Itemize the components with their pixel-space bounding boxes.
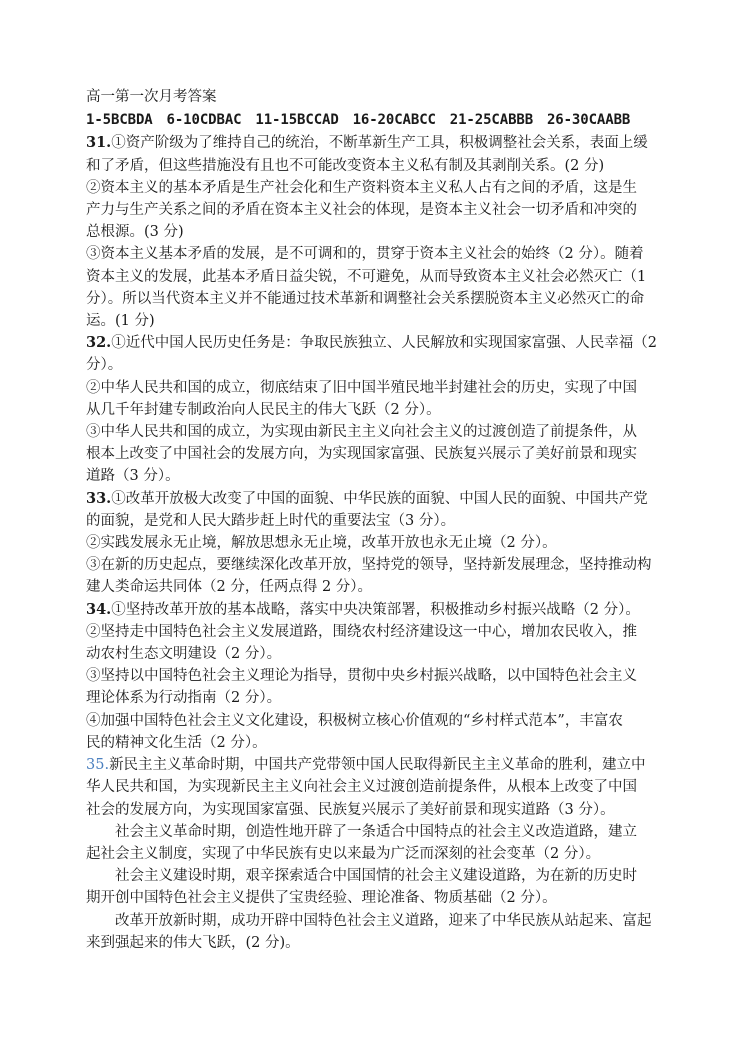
q35-line-2: 华人民共和国，为实现新民主主义向社会主义过渡创造前提条件，从根本上改变了中国 — [86, 779, 637, 796]
q31-line-4: 产力与生产关系之间的矛盾在资本主义社会的体现，是资本主义社会一切矛盾和冲突的 — [86, 202, 637, 219]
q32-number: 32. — [86, 334, 112, 352]
q35-line-1: 35.新民主主义革命时期，中国共产党带领中国人民取得新民主主义革命的胜利，建立中 — [86, 757, 646, 774]
q35-para2-line-1: 社会主义革命时期，创造性地开辟了一条适合中国特点的社会主义改造道路，建立 — [115, 823, 637, 840]
q32-line-3: ②中华人民共和国的成立，彻底结束了旧中国半殖民地半封建社会的历史，实现了中国 — [86, 379, 637, 396]
multiple-choice-answer-key: 1-5BCBDA 6-10CDBAC 11-15BCCAD 16-20CABCC 21-25CABBB 26-30CAABB — [86, 112, 631, 129]
q33-line-4: ③在新的历史起点，要继续深化改革开放，坚持党的领导，坚持新发展理念，坚持推动构 — [86, 557, 652, 574]
q35-para4-line-2: 来到强起来的伟大飞跃，(2 分)。 — [86, 934, 300, 951]
q31-line-7: 资本主义的发展，此基本矛盾日益尖锐，不可避免，从而导致资本主义社会必然灭亡（1 — [86, 268, 647, 285]
q35-para2-line-2: 起社会主义制度，实现了中华民族有史以来最为广泛而深刻的社会变革（2 分）。 — [86, 845, 601, 862]
q34-line-1: 34.①坚持改革开放的基本战略，落实中央决策部署，积极推动乡村振兴战略（2 分）。 — [86, 600, 640, 618]
q32-line-5: ③中华人民共和国的成立，为实现由新民主主义向社会主义的过渡创造了前提条件，从 — [86, 424, 637, 441]
q32-line-6: 根本上改变了中国社会的发展方向，为实现国家富强、民族复兴展示了美好前景和现实 — [86, 446, 637, 463]
q33-line-3: ②实践发展永无止境，解放思想永无止境，改革开放也永无止境（2 分）。 — [86, 535, 557, 552]
q35-number: 35. — [86, 757, 110, 774]
q34-line-5: 理论体系为行动指南（2 分）。 — [86, 690, 282, 707]
q31-line-1: 31.①资产阶级为了维持自己的统治，不断革新生产工具，积极调整社会关系，表面上缓 — [86, 134, 648, 152]
q31-line-6: ③资本主义基本矛盾的发展，是不可调和的，贯穿于资本主义社会的始终（2 分）。随着 — [86, 246, 644, 263]
q34-line-2: ②坚持走中国特色社会主义发展道路，围绕农村经济建设这一中心，增加农民收入，推 — [86, 623, 637, 640]
q35-para3-line-1: 社会主义建设时期，艰辛探索适合中国国情的社会主义建设道路，为在新的历史时 — [115, 868, 637, 885]
q32-line-1: 32.①近代中国人民历史任务是：争取民族独立、人民解放和实现国家富强、人民幸福（2 — [86, 334, 657, 352]
q34-line-6: ④加强中国特色社会主义文化建设，积极树立核心价值观的“乡村样式范本”，丰富农 — [86, 712, 623, 729]
q31-line-9: 运。(1 分) — [86, 313, 155, 330]
q31-number: 31. — [86, 134, 112, 152]
q33-number: 33. — [86, 489, 112, 507]
q34-line-7: 民的精神文化生活（2 分）。 — [86, 734, 267, 751]
q31-line-2: 和了矛盾，但这些措施没有且也不可能改变资本主义私有制及其剥削关系。(2 分) — [86, 157, 605, 174]
q33-line-1: 33.①改革开放极大改变了中国的面貌、中华民族的面貌、中国人民的面貌、中国共产党 — [86, 489, 648, 507]
q32-line-4: 从几千年封建专制政治向人民民主的伟大飞跃（2 分）。 — [86, 401, 441, 418]
q31-line-3: ②资本主义的基本矛盾是生产社会化和生产资料资本主义私人占有之间的矛盾，这是生 — [86, 179, 637, 196]
q34-line-4: ③坚持以中国特色社会主义理论为指导，贯彻中央乡村振兴战略，以中国特色社会主义 — [86, 668, 637, 685]
q35-para3-line-2: 期开创中国特色社会主义提供了宝贵经验、理论准备、物质基础（2 分）。 — [86, 890, 557, 907]
q35-line-3: 社会的发展方向，为实现国家富强、民族复兴展示了美好前景和现实道路（3 分）。 — [86, 801, 615, 818]
q32-line-2: 分）。 — [86, 357, 123, 374]
q33-line-5: 建人类命运共同体（2 分，任两点得 2 分）。 — [86, 579, 373, 596]
q34-number: 34. — [86, 600, 112, 618]
q35-para4-line-1: 改革开放新时期，成功开辟中国特色社会主义道路，迎来了中华民族从站起来、富起 — [115, 912, 652, 929]
q31-line-8: 分）。所以当代资本主义并不能通过技术革新和调整社会关系摆脱资本主义必然灭亡的命 — [86, 290, 645, 307]
q33-line-2: 的面貌，是党和人民大踏步赶上时代的重要法宝（3 分）。 — [86, 512, 456, 529]
q31-line-5: 总根源。(3 分) — [86, 224, 184, 241]
q32-line-7: 道路（3 分）。 — [86, 468, 180, 485]
q34-line-3: 动农村生态文明建设（2 分）。 — [86, 646, 282, 663]
document-title: 高一第一次月考答案 — [86, 89, 217, 105]
